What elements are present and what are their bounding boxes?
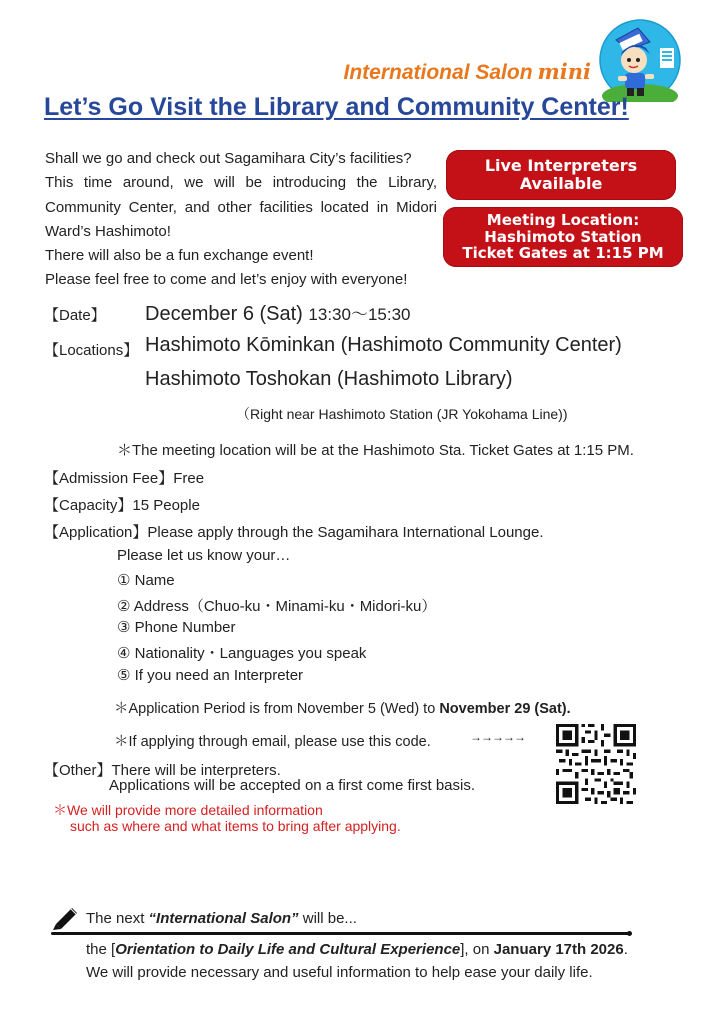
mascot-logo-icon bbox=[598, 18, 682, 102]
admission-fee bbox=[44, 467, 204, 488]
next-line1-b: ], on bbox=[460, 941, 494, 958]
list-item: ⑤ If you need an Interpreter bbox=[117, 667, 304, 684]
badge-line: Meeting Location: bbox=[486, 211, 640, 229]
application-value: Please apply through the Sagamihara International Lounge. bbox=[147, 524, 544, 541]
intro-text bbox=[45, 147, 437, 293]
date-label: 【Date】 bbox=[44, 307, 106, 324]
badge-line: Live Interpreters bbox=[484, 156, 638, 175]
capacity bbox=[44, 494, 200, 515]
intro-line: This time around, we will be introducing the Library, Community Center, and other facilities located in Midori Ward’s Hashimoto! bbox=[45, 174, 437, 240]
next-salon-heading bbox=[86, 910, 357, 927]
next-salon-name: “International Salon” bbox=[148, 910, 299, 927]
other-line-2: Applications will be accepted on a first come first basis. bbox=[109, 777, 475, 794]
next-line1-end: . bbox=[623, 941, 628, 958]
next-topic: Orientation to Daily Life and Cultural Experience bbox=[115, 941, 461, 958]
divider-tip bbox=[627, 931, 632, 936]
list-item: ④ Nationality・Languages you speak bbox=[117, 645, 367, 662]
capacity-label: 【Capacity】 bbox=[44, 497, 133, 514]
badge-line: Ticket Gates at 1:15 PM bbox=[462, 244, 664, 262]
email-note: ＊If applying through email, please use this code. bbox=[114, 734, 431, 750]
meeting-location-badge bbox=[443, 207, 683, 267]
next-date: January 17th 2026 bbox=[493, 941, 624, 958]
other-line-1: There will be interpreters. bbox=[111, 762, 281, 779]
salon-mini: mini bbox=[537, 59, 591, 84]
meeting-note: ＊The meeting location will be at the Hashimoto Sta. Ticket Gates at 1:15 PM. bbox=[117, 442, 634, 459]
other-label: 【Other】 bbox=[44, 762, 112, 779]
application bbox=[44, 521, 544, 542]
badge-line: Hashimoto Station bbox=[484, 227, 642, 246]
location-library: Hashimoto Toshokan (Hashimoto Library) bbox=[145, 368, 513, 390]
date-value bbox=[145, 300, 411, 326]
list-item: ③ Phone Number bbox=[117, 619, 236, 636]
interpreters-badge bbox=[446, 150, 676, 200]
salon-header bbox=[344, 59, 591, 85]
capacity-value: 15 People bbox=[132, 497, 200, 514]
period-end: November 29 (Sat). bbox=[439, 701, 571, 717]
fee-label: 【Admission Fee】 bbox=[44, 470, 174, 487]
pencil-icon bbox=[50, 904, 80, 930]
let-us-know: Please let us know your… bbox=[117, 547, 291, 564]
list-item: ② Address（Chuo-ku・Minami-ku・Midori-ku） bbox=[117, 598, 437, 615]
divider bbox=[51, 932, 631, 935]
locations-label: 【Locations】 bbox=[44, 342, 139, 359]
next-line1-a: the [ bbox=[86, 941, 116, 958]
red-note-1: ＊We will provide more detailed information bbox=[53, 802, 323, 818]
arrows: →→→→→ bbox=[470, 730, 525, 744]
next-salon-description: We will provide necessary and useful information to help ease your daily life. bbox=[86, 964, 593, 981]
next-salon-details bbox=[86, 941, 628, 958]
badge-line: Available bbox=[519, 174, 603, 193]
list-item: ① Name bbox=[117, 572, 175, 589]
qr-code-icon[interactable] bbox=[556, 724, 636, 804]
location-community-center: Hashimoto Kōminkan (Hashimoto Community Center) bbox=[145, 334, 622, 356]
period-prefix: ＊Application Period is from November 5 (Wed) to bbox=[114, 701, 440, 717]
fee-value: Free bbox=[173, 470, 205, 487]
application-label: 【Application】 bbox=[44, 524, 148, 541]
red-note-2: such as where and what items to bring after applying. bbox=[70, 818, 401, 834]
location-note: （Right near Hashimoto Station (JR Yokohama Line)) bbox=[236, 406, 568, 422]
intro-line: Please feel free to come and let’s enjoy with everyone! bbox=[45, 271, 408, 289]
next-prefix: The next bbox=[86, 910, 149, 927]
next-suffix: will be... bbox=[298, 910, 357, 927]
salon-name: International Salon bbox=[343, 61, 533, 84]
intro-line: There will also be a fun exchange event! bbox=[45, 247, 314, 265]
date-time: 13:30～15:30 bbox=[308, 305, 411, 324]
date-day: December 6 (Sat) bbox=[145, 303, 303, 325]
application-period bbox=[114, 697, 571, 718]
intro-line: Shall we go and check out Sagamihara City’s facilities? bbox=[45, 150, 412, 167]
page-title: Let’s Go Visit the Library and Community Center! bbox=[44, 93, 629, 121]
